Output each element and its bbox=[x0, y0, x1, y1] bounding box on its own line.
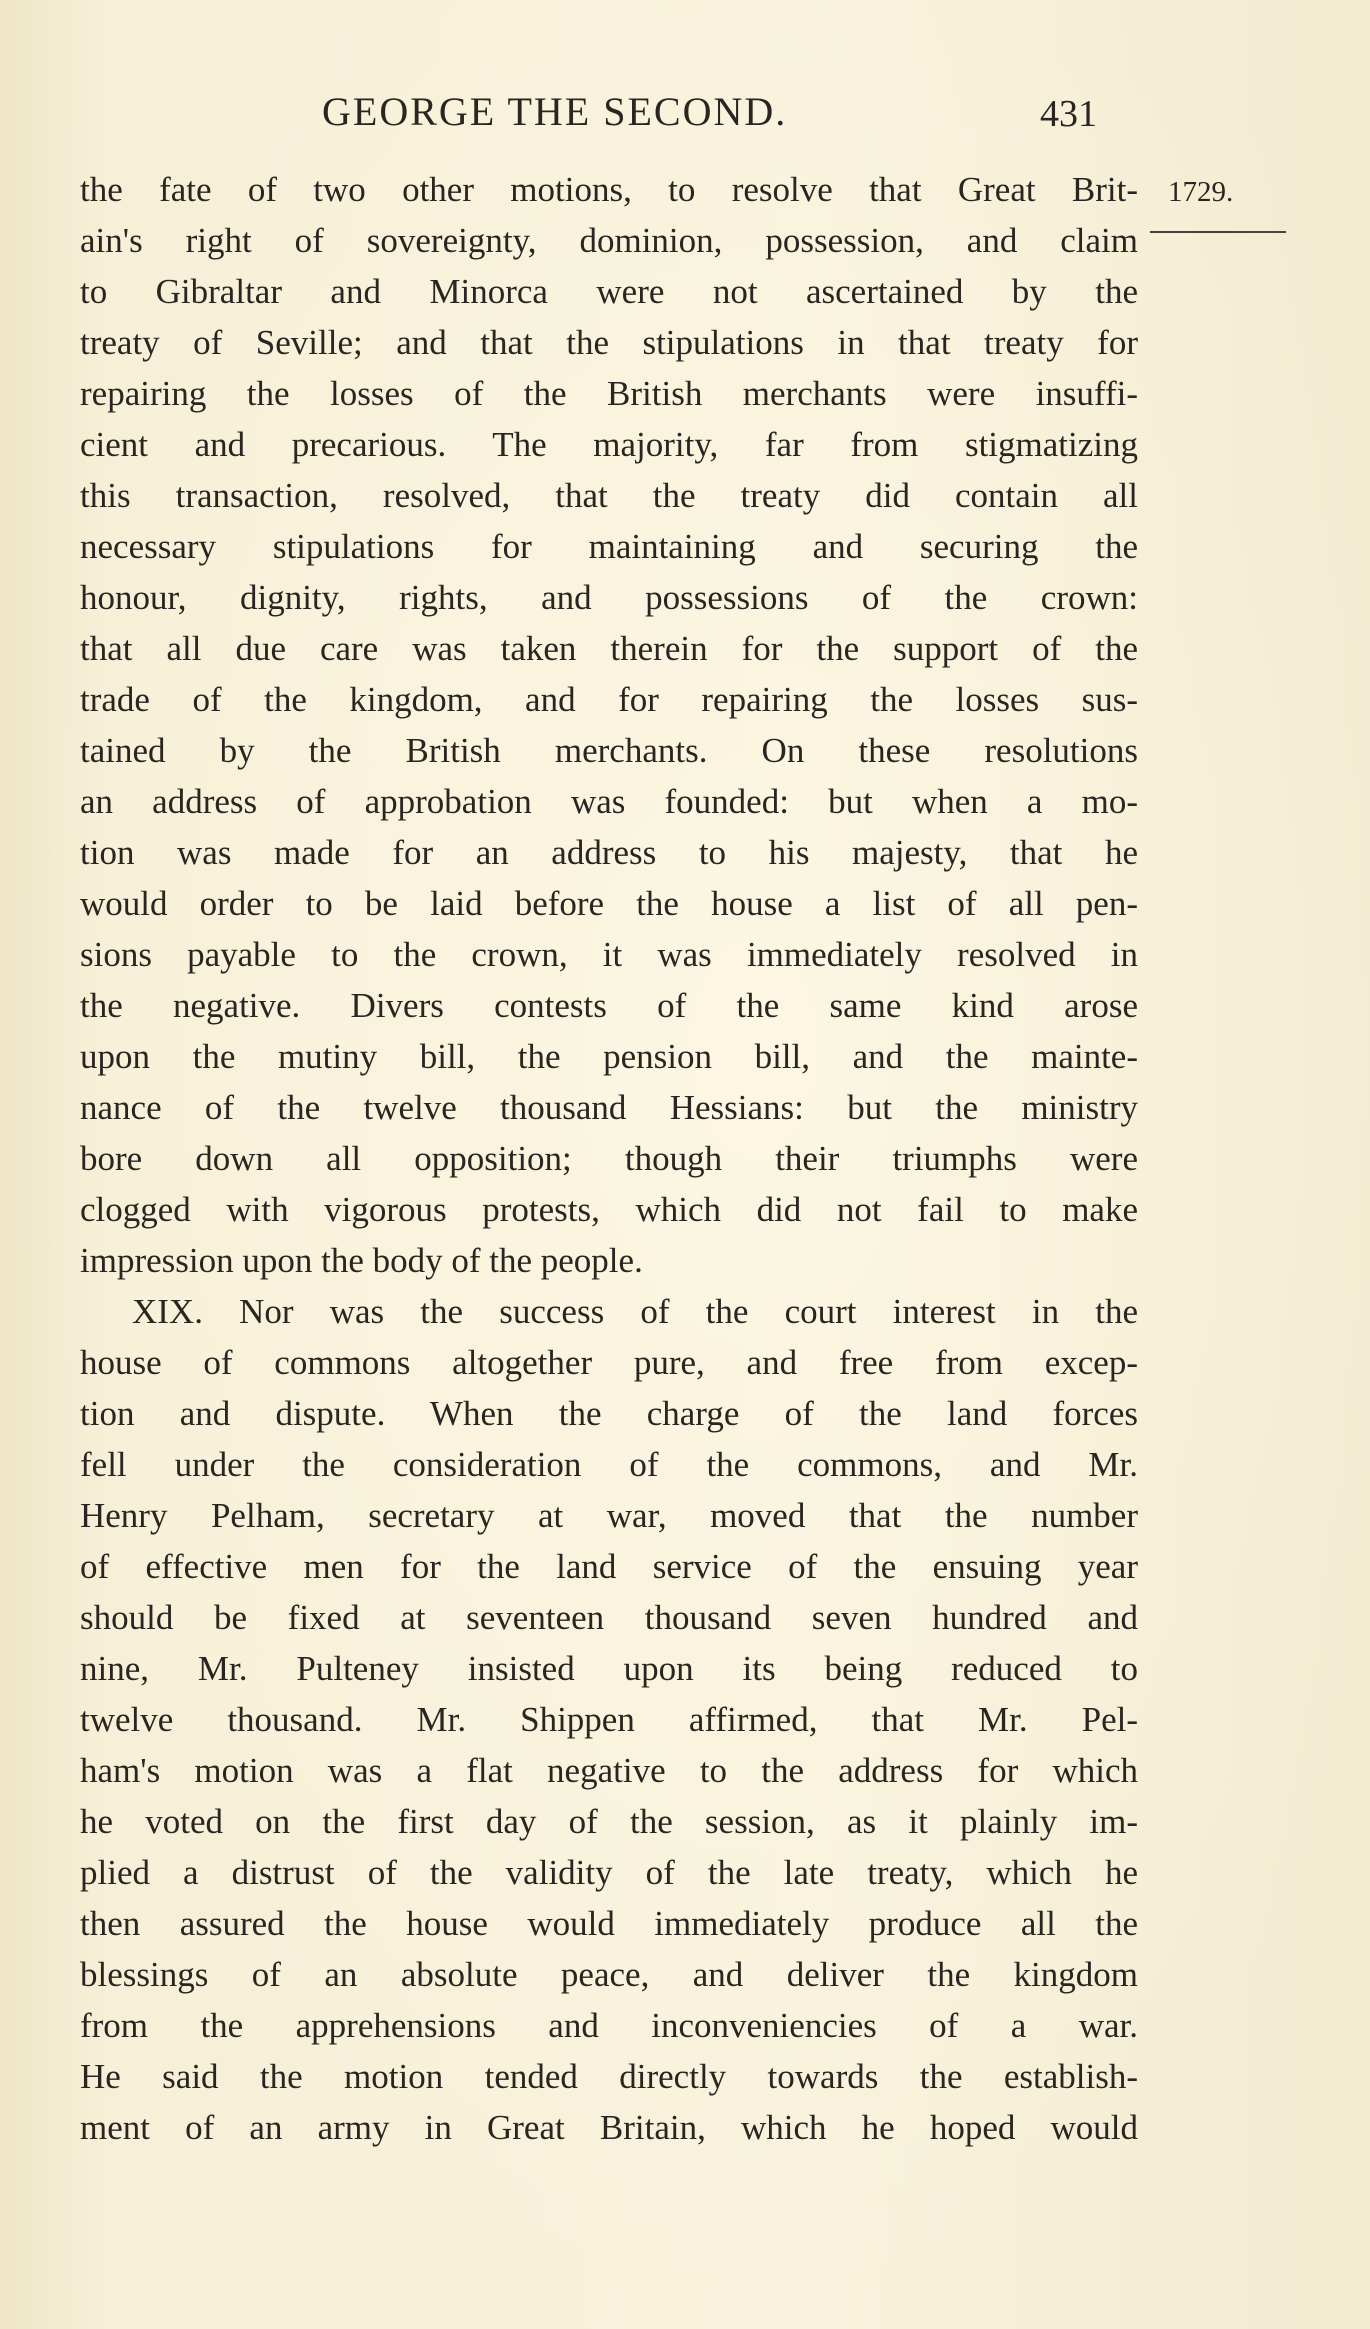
text-line: sions payable to the crown, it was immediately resolved in bbox=[80, 935, 1138, 974]
section-xix-first-line: XIX. Nor was the success of the court interest in the bbox=[132, 1292, 1138, 1331]
text-line: the fate of two other motions, to resolve that Great Brit- bbox=[80, 170, 1138, 209]
text-line: would order to be laid before the house a list of all pen- bbox=[80, 884, 1138, 923]
text-line: the negative. Divers contests of the same kind arose bbox=[80, 986, 1138, 1025]
text-line: fell under the consideration of the commons, and Mr. bbox=[80, 1445, 1138, 1484]
text-line: tained by the British merchants. On these resolutions bbox=[80, 731, 1138, 770]
text-line: upon the mutiny bill, the pension bill, and the mainte- bbox=[80, 1037, 1138, 1076]
text-line: necessary stipulations for maintaining and securing the bbox=[80, 527, 1138, 566]
text-line: nance of the twelve thousand Hessians: but the ministry bbox=[80, 1088, 1138, 1127]
text-line: nine, Mr. Pulteney insisted upon its being reduced to bbox=[80, 1649, 1138, 1688]
text-line: cient and precarious. The majority, far from stigmatizing bbox=[80, 425, 1138, 464]
text-line: plied a distrust of the validity of the late treaty, which he bbox=[80, 1853, 1138, 1892]
text-line: of effective men for the land service of the ensuing year bbox=[80, 1547, 1138, 1586]
text-line: he voted on the first day of the session, as it plainly im- bbox=[80, 1802, 1138, 1841]
text-line: honour, dignity, rights, and possessions of the crown: bbox=[80, 578, 1138, 617]
text-line: blessings of an absolute peace, and deliver the kingdom bbox=[80, 1955, 1138, 1994]
text-line: treaty of Seville; and that the stipulations in that treaty for bbox=[80, 323, 1138, 362]
text-line: repairing the losses of the British merchants were insuffi- bbox=[80, 374, 1138, 413]
text-line: an address of approbation was founded: but when a mo- bbox=[80, 782, 1138, 821]
text-line: Henry Pelham, secretary at war, moved that the number bbox=[80, 1496, 1138, 1535]
text-line: should be fixed at seventeen thousand seven hundred and bbox=[80, 1598, 1138, 1637]
text-line: clogged with vigorous protests, which did not fail to make bbox=[80, 1190, 1138, 1229]
text-line: trade of the kingdom, and for repairing the losses sus- bbox=[80, 680, 1138, 719]
text-line: then assured the house would immediately produce all the bbox=[80, 1904, 1138, 1943]
text-line: ham's motion was a flat negative to the address for which bbox=[80, 1751, 1138, 1790]
text-line: tion and dispute. When the charge of the land forces bbox=[80, 1394, 1138, 1433]
text-line: twelve thousand. Mr. Shippen affirmed, that Mr. Pel- bbox=[80, 1700, 1138, 1739]
running-head bbox=[80, 88, 1140, 148]
text-line: ain's right of sovereignty, dominion, possession, and claim bbox=[80, 221, 1138, 260]
body-text bbox=[80, 164, 1138, 2153]
running-head-title: GEORGE THE SECOND. bbox=[322, 89, 788, 134]
text-line: ment of an army in Great Britain, which he hoped would bbox=[80, 2108, 1138, 2147]
margin-year-note: 1729. bbox=[1168, 176, 1234, 208]
text-line: to Gibraltar and Minorca were not ascertained by the bbox=[80, 272, 1138, 311]
text-line: from the apprehensions and inconveniencies of a war. bbox=[80, 2006, 1138, 2045]
text-line: He said the motion tended directly towards the establish- bbox=[80, 2057, 1138, 2096]
paragraph-end-line: impression upon the body of the people. bbox=[80, 1241, 643, 1280]
text-line: this transaction, resolved, that the treaty did contain all bbox=[80, 476, 1138, 515]
text-line: bore down all opposition; though their triumphs were bbox=[80, 1139, 1138, 1178]
margin-rule bbox=[1150, 231, 1286, 233]
text-line: that all due care was taken therein for the support of the bbox=[80, 629, 1138, 668]
text-line: house of commons altogether pure, and free from excep- bbox=[80, 1343, 1138, 1382]
text-line: tion was made for an address to his majesty, that he bbox=[80, 833, 1138, 872]
page-number: 431 bbox=[1040, 93, 1097, 135]
